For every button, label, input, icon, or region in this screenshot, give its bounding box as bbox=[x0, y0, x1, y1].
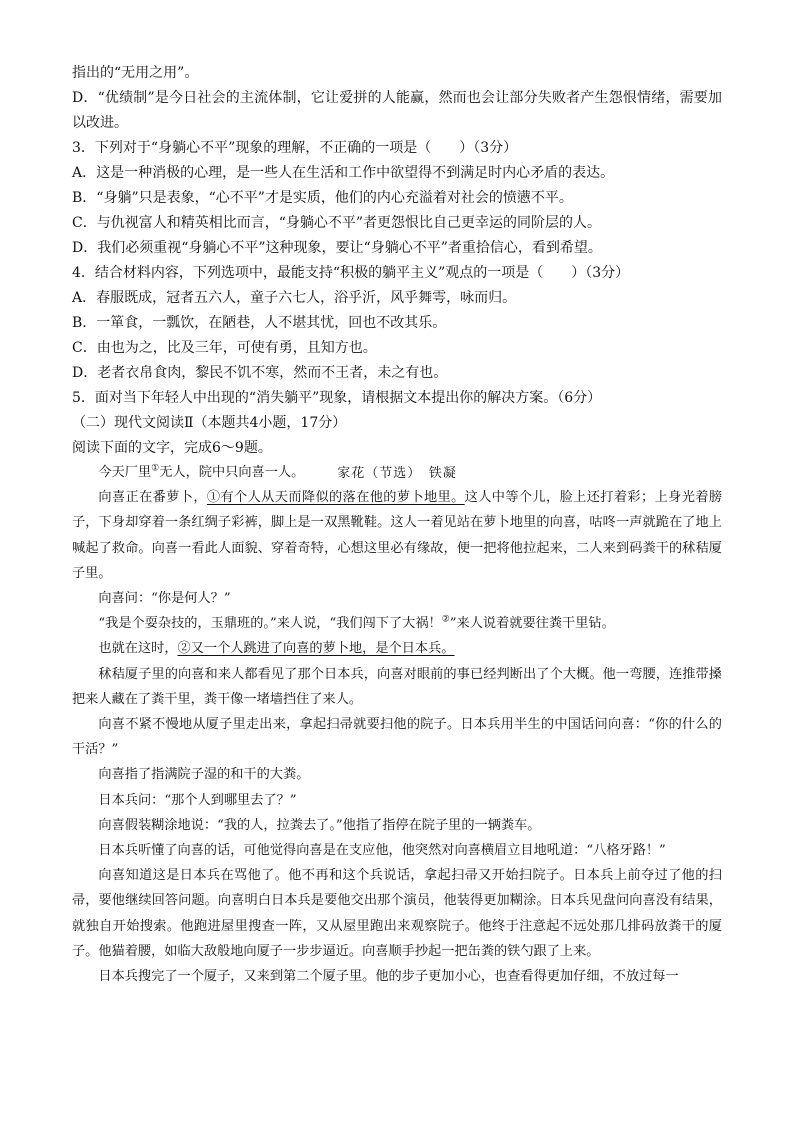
q4-stem: 4．结合材料内容，下列选项中，最能支持“积极的躺平主义”观点的一项是（ ）（3分） bbox=[72, 265, 630, 281]
q2-tail: 指出的“无用之用”。 bbox=[72, 65, 199, 81]
story-paragraph bbox=[72, 485, 722, 586]
section2-instruction: 阅读下面的文字，完成6～9题。 bbox=[72, 440, 272, 456]
q3-stem: 3．下列对于“身躺心不平”现象的理解，不正确的一项是（ ）（3分） bbox=[72, 140, 518, 156]
story-paragraph: 日本兵问：“那个人到哪里去了？” bbox=[98, 792, 297, 808]
story-paragraph: 日本兵听懂了向喜的话，可他觉得向喜是在支应他，他突然对向喜横眉立目地吼道：“八格牙路！” bbox=[98, 843, 666, 859]
story-paragraph: 向喜不紧不慢地从厦子里走出来，拿起扫帚就要扫他的院子。日本兵用半生的中国话问向喜：“你的什么的干活？” bbox=[72, 717, 722, 758]
underlined-sentence-2: ②又一个人跳进了向喜的萝卜地，是个日本兵。 bbox=[177, 641, 455, 657]
q3-option-d: D．我们必须重视“身躺心不平”这种现象，要让“身躺心不平”者重拾信心，看到希望。 bbox=[72, 240, 602, 256]
story-paragraph: 日本兵搜完了一个厦子，又来到第二个厦子里。他的步子更加小心，也查看得更加仔细，不放过每一 bbox=[98, 969, 679, 985]
q3-option-b: B．“身躺”只是表象，“心不平”才是实质，他们的内心充溢着对社会的愤懑不平。 bbox=[72, 190, 573, 206]
q5-stem: 5．面对当下年轻人中出现的“消失躺平”现象，请根据文本提出你的解决方案。（6分） bbox=[72, 390, 602, 406]
story-paragraph bbox=[72, 460, 722, 485]
q2-option-d: D．“优绩制”是今日社会的主流体制，它让爱拼的人能赢，然而也会让部分失败者产生怨恨情绪，需要加以改进。 bbox=[72, 90, 722, 131]
story-text-run: “我是个耍杂技的，玉鼎班的。”来人说，“我们闯下了大祸！ bbox=[98, 616, 442, 632]
story-text-run: 向喜正在番萝卜， bbox=[98, 490, 207, 506]
q4-option-c: C．由也为之，比及三年，可使有勇，且知方也。 bbox=[72, 340, 377, 356]
story-text-run: 也就在这时， bbox=[98, 641, 178, 657]
story-text-run: 无人，院中只向喜一人。 bbox=[159, 465, 305, 480]
story-paragraph: 秫秸厦子里的向喜和来人都看见了那个日本兵，向喜对眼前的事已经判断出了个大概。他一弯腰，连推带搡把来人藏在了粪干里，粪干像一堵墙挡住了来人。 bbox=[72, 666, 722, 707]
story-paragraph: 向喜指了指满院子湿的和干的大粪。 bbox=[98, 767, 310, 783]
story-text bbox=[72, 460, 722, 989]
story-text-run: 这人中等个儿，脸上还打着彩；上身光着膀子，下身却穿着一条红绸子彩裤，脚上是一双黑靴鞋。这人一着见站在萝卜地里的向喜，咕咚一声就跪在了地上喊起了救命。向喜一看此人面貌、穿着奇特，心想这里必有缘故，便一把将他拉起来，二人来到码粪干的秫秸厦子里。 bbox=[72, 490, 723, 581]
story-paragraph bbox=[72, 611, 722, 636]
q3-option-c: C．与仇视富人和精英相比而言，“身躺心不平”者更怨恨比自己更幸运的同阶层的人。 bbox=[72, 215, 602, 231]
q4-option-b: B．一箪食，一瓢饮，在陋巷，人不堪其忧，回也不改其乐。 bbox=[72, 315, 447, 331]
q4-option-d: D．老者衣帛食肉，黎民不饥不寒，然而不王者，未之有也。 bbox=[72, 365, 448, 381]
story-text-run: ”来人说着就要往粪干里钻。 bbox=[449, 616, 615, 632]
q3-option-a: A．这是一种消极的心理，是一些人在生活和工作中欲望得不到满足时内心矛盾的表达。 bbox=[72, 165, 615, 181]
story-title: 家花（节选） 铁凝 bbox=[337, 466, 457, 481]
story-paragraph: 向喜问：“你是何人？” bbox=[98, 591, 231, 607]
questions-section bbox=[72, 61, 722, 486]
story-paragraph: 向喜知道这是日本兵在骂他了。他不再和这个兵说话，拿起扫帚又开始扫院子。日本兵上前夺过了他的扫帚，要他继续回答问题。向喜明白日本兵是要他交出那个演员，他装得更加糊涂。日本兵见盘问向喜没有结果，就独自开始搜索。他跑进屋里搜查一阵，又从屋里跑出来观察院子。他终于注意起不远处那几排码放粪干的厦子。他猫着腰，如临大敌般地向厦子一步步逼近。向喜顺手抄起一把缶粪的铁勺跟了上来。 bbox=[72, 868, 722, 959]
story-paragraph bbox=[72, 636, 722, 661]
underlined-sentence-1: ①有个人从天而降似的落在他的萝卜地里。 bbox=[206, 490, 465, 506]
footnote-marker-2: ② bbox=[441, 614, 450, 625]
section2-heading: （二）现代文阅读Ⅱ（本题共4小题，17分） bbox=[72, 415, 347, 431]
footnote-marker-1: ① bbox=[151, 463, 160, 474]
story-text-run: 今天厂里 bbox=[98, 465, 152, 480]
story-paragraph: 向喜假装糊涂地说：“我的人，拉粪去了。”他指了指停在院子里的一辆粪车。 bbox=[98, 817, 541, 833]
q4-option-a: A．春服既成，冠者五六人，童子六七人，浴乎沂，风乎舞雩，咏而归。 bbox=[72, 290, 517, 306]
